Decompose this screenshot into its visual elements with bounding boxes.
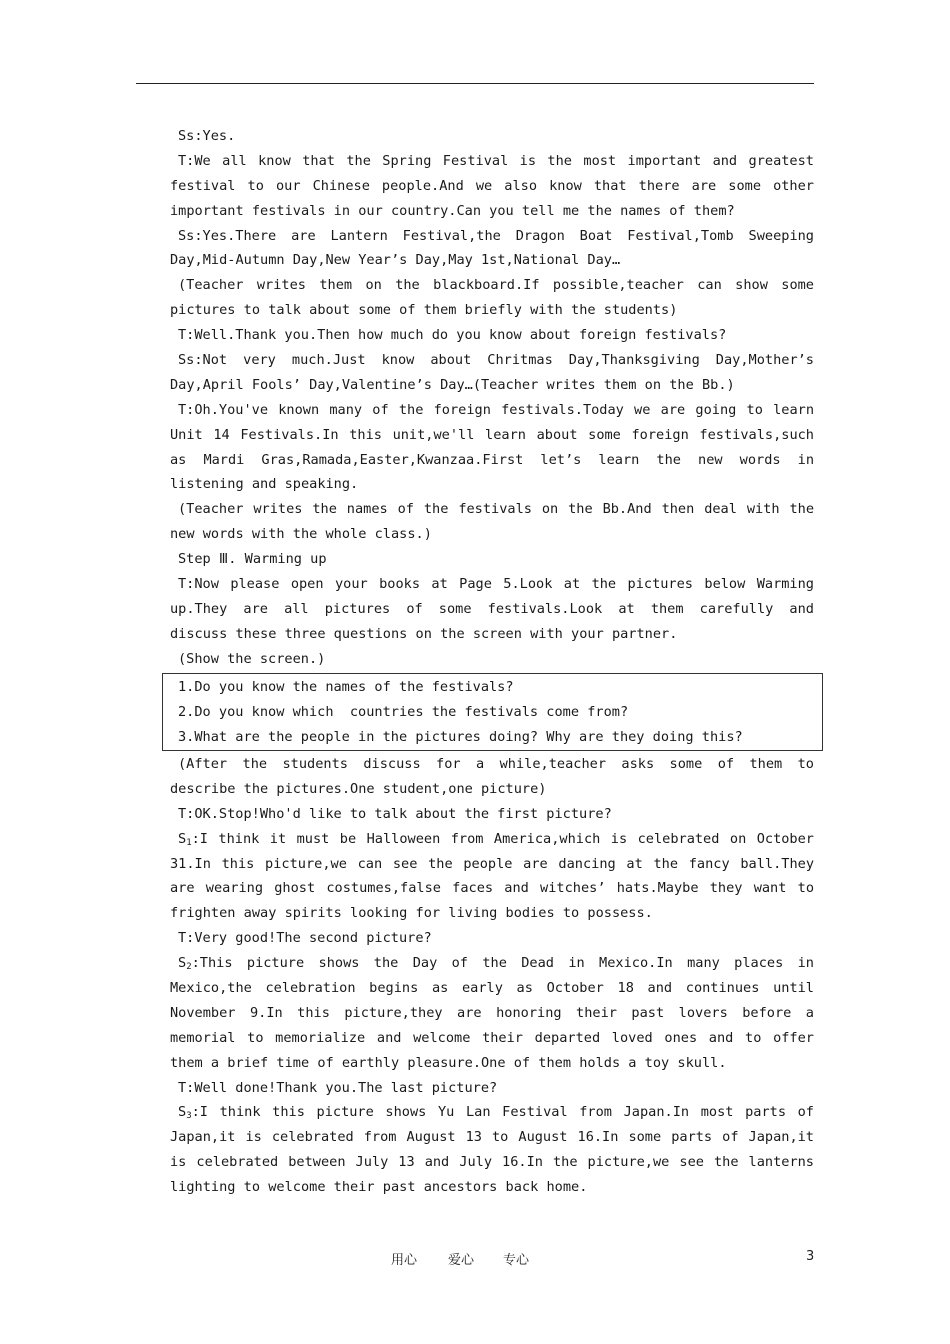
text-line: T:Well done!Thank you.The last picture? (178, 1079, 498, 1096)
student-1-line (170, 827, 814, 852)
header-rule (136, 83, 814, 84)
text-line: Unit 14 Festivals.In this unit,we'll learn about some foreign festivals,such (170, 426, 814, 443)
text-line: Japan,it is celebrated from August 13 to August 16.In some parts of Japan,it (170, 1129, 814, 1146)
speaker-number: 1 (186, 837, 192, 848)
text-line: T:Well.Thank you.Then how much do you know about foreign festivals? (178, 327, 727, 344)
footer-motto-2: 爱心 (448, 1253, 475, 1268)
text-line: lighting to welcome their past ancestors back home. (170, 1179, 588, 1196)
text-line: memorial to memorialize and welcome their departed loved ones and to offer (170, 1029, 814, 1046)
text-line: them a brief time of earthly pleasure.One of them holds a toy skull. (170, 1054, 727, 1071)
line-text: :This picture shows the Day of the Dead in Mexico.In many places in (191, 955, 814, 972)
text-line: Day,April Fools’ Day,Valentine’s Day…(Teacher writes them on the Bb.) (170, 376, 735, 393)
text-line: describe the pictures.One student,one picture) (170, 780, 547, 797)
speaker-label: S (178, 1104, 187, 1121)
speaker-number: 3 (186, 1111, 192, 1122)
text-line: Ss:Yes.There are Lantern Festival,the Dragon Boat Festival,Tomb Sweeping (178, 227, 814, 244)
page-number: 3 (806, 1249, 815, 1264)
text-line: pictures to talk about some of them briefly with the students) (170, 302, 678, 319)
text-line: important festivals in our country.Can you tell me the names of them? (170, 202, 735, 219)
text-line: T:Very good!The second picture? (178, 930, 432, 947)
text-line: (Show the screen.) (178, 650, 326, 667)
text-line: festival to our Chinese people.And we also know that there are some other (170, 177, 814, 194)
text-line: discuss these three questions on the screen with your partner. (170, 625, 678, 642)
text-line: T:OK.Stop!Who'd like to talk about the first picture? (178, 805, 612, 822)
speaker-label: S (178, 830, 187, 847)
text-line: (Teacher writes them on the blackboard.If possible,teacher can show some (178, 277, 814, 294)
text-line: listening and speaking. (170, 476, 359, 493)
step-heading: Step Ⅲ. Warming up (178, 551, 327, 568)
text-line: T:Oh.You've known many of the foreign festivals.Today we are going to learn (178, 401, 814, 418)
text-line: Day,Mid-Autumn Day,New Year’s Day,May 1st,National Day… (170, 252, 621, 269)
line-text: :I think this picture shows Yu Lan Festival from Japan.In most parts of (191, 1104, 814, 1121)
question-item: 2.Do you know which countries the festivals come from? (178, 703, 629, 720)
text-line: (After the students discuss for a while,teacher asks some of them to (178, 756, 814, 772)
question-item: 3.What are the people in the pictures doing? Why are they doing this? (178, 728, 743, 745)
text-line: new words with the whole class.) (170, 526, 432, 543)
text-line: (Teacher writes the names of the festivals on the Bb.And then deal with the (178, 501, 814, 518)
question-item: 1.Do you know the names of the festivals? (178, 679, 514, 695)
text-line: Mexico,the celebration begins as early as October 18 and continues until (170, 980, 814, 997)
text-line: as Mardi Gras,Ramada,Easter,Kwanzaa.First let’s learn the new words in (170, 451, 814, 468)
body-text-top (170, 124, 814, 672)
text-line: up.They are all pictures of some festivals.Look at them carefully and (170, 600, 814, 617)
text-line: are wearing ghost costumes,false faces and witches’ hats.Maybe they want to (170, 880, 814, 897)
speaker-label: S (178, 955, 187, 972)
text-line: frighten away spirits looking for living bodies to possess. (170, 905, 653, 922)
footer-motto-3: 专心 (503, 1253, 530, 1268)
text-line: November 9.In this picture,they are honoring their past lovers before a (170, 1004, 814, 1021)
screen-questions (170, 675, 814, 750)
text-line: Ss:Yes. (178, 128, 236, 144)
student-3-line (170, 1100, 814, 1125)
text-line: T:We all know that the Spring Festival is the most important and greatest (178, 152, 814, 169)
text-line: is celebrated between July 13 and July 16.In the picture,we see the lanterns (170, 1154, 814, 1171)
text-line: 31.In this picture,we can see the people are dancing at the fancy ball.They (170, 855, 814, 872)
speaker-number: 2 (186, 962, 192, 973)
student-2-line (170, 951, 814, 976)
text-line: Ss:Not very much.Just know about Chritmas Day,Thanksgiving Day,Mother’s (178, 352, 814, 369)
body-text-bottom (170, 752, 814, 1200)
text-line: T:Now please open your books at Page 5.Look at the pictures below Warming (178, 576, 814, 593)
line-text: :I think it must be Halloween from America,which is celebrated on October (191, 830, 814, 847)
footer-motto-1: 用心 (391, 1253, 418, 1268)
